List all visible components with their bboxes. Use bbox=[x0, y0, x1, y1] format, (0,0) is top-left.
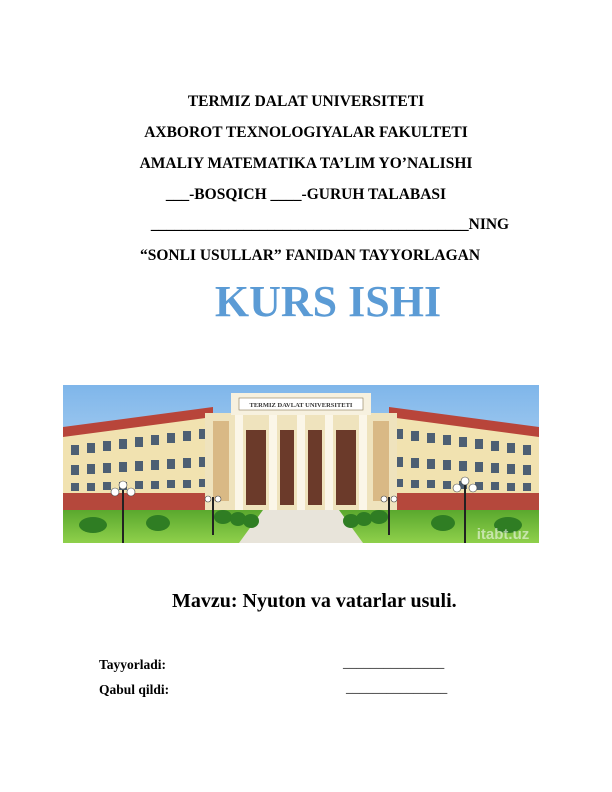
document-title: KURS ISHI bbox=[214, 277, 442, 326]
topic-line: Mavzu: Nyuton va vatarlar usuli. bbox=[172, 590, 457, 612]
university-name: TERMIZ DALAT UNIVERSITETI bbox=[187, 93, 425, 110]
accepted-by-label: Qabul qildi: bbox=[99, 682, 170, 697]
accepted-by-line: _______________ bbox=[346, 680, 448, 695]
building-sign-text: TERMIZ DAVLAT UNIVERSITETI bbox=[249, 402, 353, 409]
study-direction: AMALIY MATEMATIKA TA’LIM YO’NALISHI bbox=[139, 155, 473, 172]
subject-line: “SONLI USULLAR” FANIDAN TAYYORLAGAN bbox=[139, 247, 481, 264]
prepared-by-line: _______________ bbox=[343, 655, 445, 670]
course-group-line: ___-BOSQICH ____-GURUH TALABASI bbox=[165, 186, 447, 203]
university-building-photo bbox=[63, 385, 539, 543]
prepared-by-label: Tayyorladi: bbox=[99, 657, 167, 672]
watermark-text: itabt.uz bbox=[476, 526, 530, 543]
student-name-blank: _________________________________________NING bbox=[150, 216, 510, 233]
faculty-name: AXBOROT TEXNOLOGIYALAR FAKULTETI bbox=[144, 124, 468, 141]
